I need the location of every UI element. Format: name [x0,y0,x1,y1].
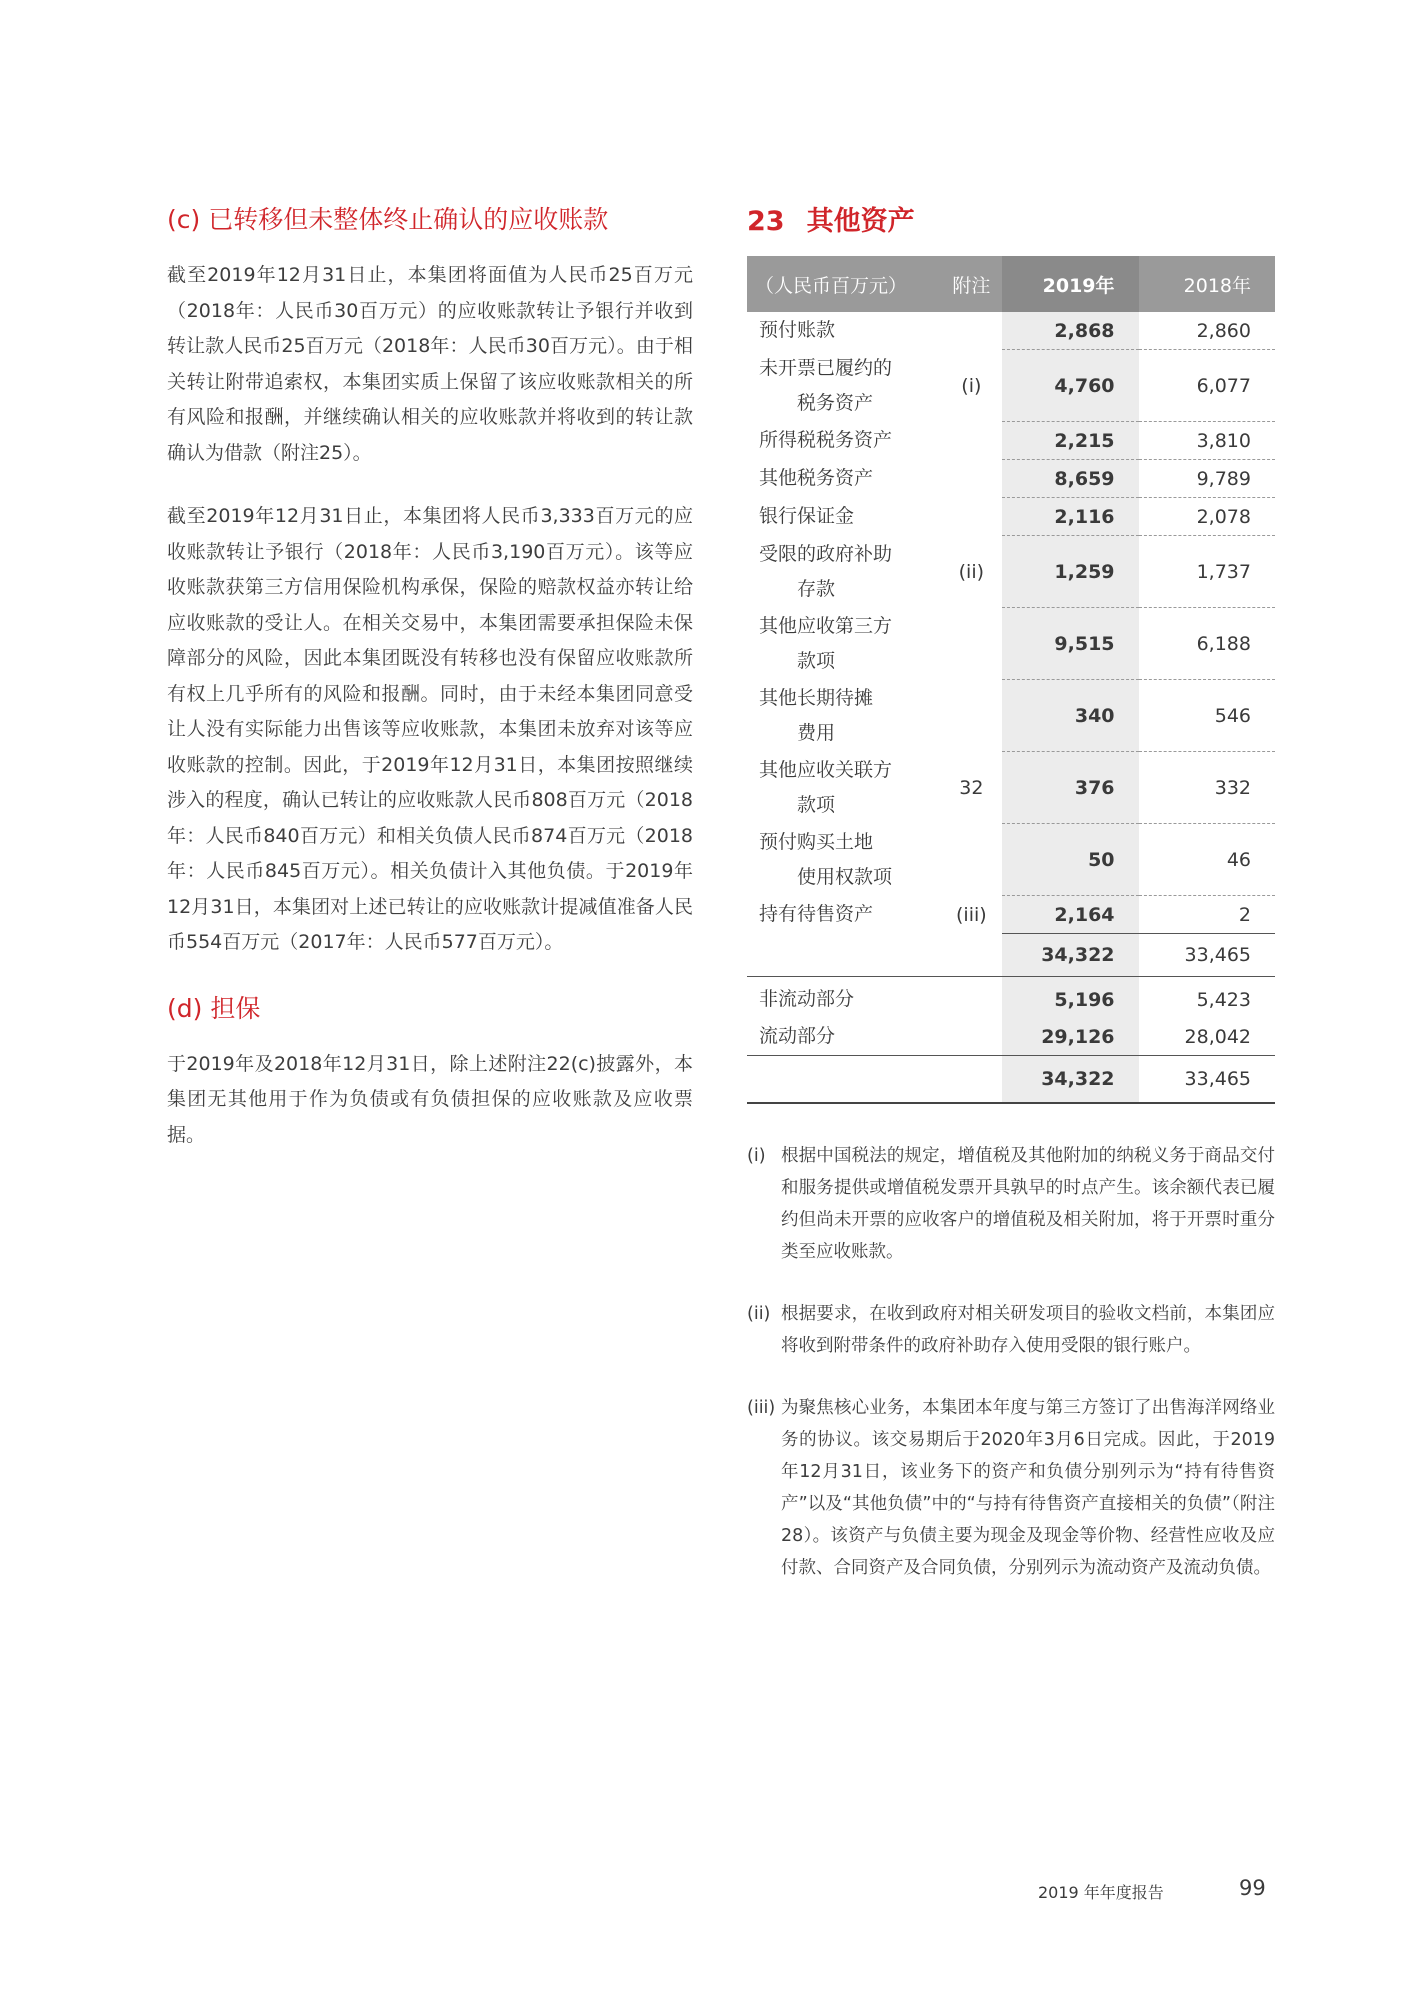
section-d-heading: (d) 担保 [167,993,261,1023]
row-value-2019: 2,164 [1002,896,1139,934]
row-note [941,498,1002,536]
row-label: 其他应收关联方 款项 [759,758,893,816]
section-d-paragraph-1: 于2019年及2018年12月31日，除上述附注22(c)披露外，本集团无其他用于作为负债或有负债担保的应收账款及应收票据。 [167,1052,693,1146]
table-row [747,824,1275,896]
header-2018: 2018年 [1139,256,1275,312]
table-row [747,460,1275,498]
table-row [747,422,1275,460]
row-label: 银行保证金 [759,505,855,527]
row-value-2018: 6,188 [1139,608,1275,680]
section-23-heading [747,200,1275,244]
footnote-marker: (iii) [747,1398,776,1418]
footnote-text: 根据要求，在收到政府对相关研发项目的验收文档前，本集团应将收到附带条件的政府补助存入使用受限的银行账户。 [781,1304,1275,1356]
section-c-paragraph-1: 截至2019年12月31日止，本集团将面值为人民币25百万元（2018年：人民币30百万元）的应收账款转让予银行并收到转让款人民币25百万元（2018年：人民币30百万元）。由于相关转让附带追索权，本集团实质上保留了该应收账款相关的所有风险和报酬，并继续确认相关的应收账款并将收到的转让款确认为借款（附注25）。 [167,264,693,464]
row-value-2019: 2,215 [1002,422,1139,460]
footnote-marker: (i) [747,1146,766,1166]
section-c-paragraph-2: 截至2019年12月31日止，本集团将人民币3,333百万元的应收账款转让予银行（2018年：人民币3,190百万元）。该等应收账款获第三方信用保险机构承保，保险的赔款权益亦转让给应收账款的受让人。在相关交易中，本集团需要承担保险未保障部分的风险，因此本集团既没有转移也没有保留应收账款所有权上几乎所有的风险和报酬。同时，由于未经本集团同意受让人没有实际能力出售该等应收账款，本集团未放弃对该等应收账款的控制。因此，于2019年12月31日，本集团按照继续涉入的程度，确认已转让的应收账款人民币808百万元（2018年：人民币840百万元）和相关负债人民币874百万元（2018年：人民币845百万元）。相关负债计入其他负债。于2019年12月31日，本集团对上述已转让的应收账款计提减值准备人民币554百万元（2017年：人民币577百万元）。 [167,505,693,953]
row-note: (ii) [958,560,985,583]
section-c-heading: (c) 已转移但未整体终止确认的应收账款 [167,205,609,234]
grand-total-2018: 33,465 [1139,1056,1275,1104]
footnotes [747,1140,1275,1584]
row-value-2019: 2,116 [1002,498,1139,536]
other-assets-table [747,256,1275,1104]
row-value-2018: 2 [1139,896,1275,934]
non-current-2018: 5,423 [1196,988,1251,1011]
section-title: 其他资产 [806,206,915,237]
row-value-2018: 2,078 [1139,498,1275,536]
row-note [941,680,1002,752]
row-value-2018: 6,077 [1139,350,1275,422]
row-label: 预付账款 [759,319,836,342]
report-title: 2019 年年度报告 [1038,1883,1164,1902]
current-2018: 28,042 [1184,1025,1251,1048]
row-value-2018: 1,737 [1139,536,1275,608]
row-value-2018: 2,860 [1139,312,1275,350]
table-row [747,608,1275,680]
table-header-row [747,256,1275,312]
row-value-2019: 376 [1002,752,1139,824]
table-row [747,350,1275,422]
row-value-2019: 4,760 [1002,350,1139,422]
header-2019: 2019年 [1002,256,1139,312]
row-label: 其他应收第三方 款项 [759,614,893,672]
row-value-2018: 46 [1139,824,1275,896]
row-note [941,608,1002,680]
non-current-row [747,977,1275,1019]
non-current-2019: 5,196 [1002,977,1139,1019]
total-row [747,934,1275,977]
footnote-marker: (ii) [747,1304,771,1324]
current-label: 流动部分 [759,1025,836,1047]
row-note [941,460,1002,498]
row-value-2019: 2,868 [1002,312,1139,350]
row-label: 未开票已履约的 税务资产 [759,356,893,414]
grand-total-row [747,1056,1275,1104]
left-column [167,200,693,1181]
current-row [747,1018,1275,1056]
row-value-2018: 3,810 [1139,422,1275,460]
row-note: (iii) [956,903,987,926]
row-note [941,312,1002,350]
row-label: 其他税务资产 [759,467,874,489]
table-row [747,752,1275,824]
row-value-2019: 50 [1002,824,1139,896]
row-note: 32 [959,776,984,799]
current-2019: 29,126 [1002,1018,1139,1056]
section-number: 23 [747,206,785,237]
row-value-2019: 1,259 [1002,536,1139,608]
right-column [747,200,1275,1614]
grand-total-2019: 34,322 [1002,1056,1139,1104]
row-label: 其他长期待摊 费用 [759,686,874,744]
header-note: 附注 [941,256,1002,312]
table-row [747,498,1275,536]
row-note [941,824,1002,896]
row-label: 受限的政府补助 存款 [759,542,893,600]
total-2019: 34,322 [1002,934,1139,977]
table-row [747,896,1275,934]
row-note: (i) [961,374,982,397]
row-label: 持有待售资产 [759,903,874,925]
table-row [747,680,1275,752]
table-row [747,312,1275,350]
row-value-2019: 9,515 [1002,608,1139,680]
header-unit: （人民币百万元） [747,256,941,312]
footnote-text: 根据中国税法的规定，增值税及其他附加的纳税义务于商品交付和服务提供或增值税发票开具孰早的时点产生。该余额代表已履约但尚未开票的应收客户的增值税及相关附加，将于开票时重分类至应收账款。 [781,1146,1275,1262]
footnote-iii [747,1392,1275,1584]
page-number: 99 [1239,1876,1266,1900]
row-value-2019: 8,659 [1002,460,1139,498]
non-current-label: 非流动部分 [759,988,855,1010]
row-note [941,422,1002,460]
row-value-2018: 9,789 [1139,460,1275,498]
table-row [747,536,1275,608]
footnote-i [747,1140,1275,1268]
row-value-2019: 340 [1002,680,1139,752]
row-label: 所得税税务资产 [759,429,893,451]
total-2018: 33,465 [1139,934,1275,977]
row-label: 预付购买土地 使用权款项 [759,830,893,888]
row-value-2018: 332 [1139,752,1275,824]
footnote-ii [747,1298,1275,1362]
row-value-2018: 546 [1139,680,1275,752]
footnote-text: 为聚焦核心业务，本集团本年度与第三方签订了出售海洋网络业务的协议。该交易期后于2020年3月6日完成。因此，于2019年12月31日，该业务下的资产和负债分别列示为“持有待售资产”以及“其他负债”中的“与持有待售资产直接相关的负债”（附注28）。该资产与负债主要为现金及现金等价物、经营性应收及应付款、合同资产及合同负债，分别列示为流动资产及流动负债。 [781,1398,1275,1578]
